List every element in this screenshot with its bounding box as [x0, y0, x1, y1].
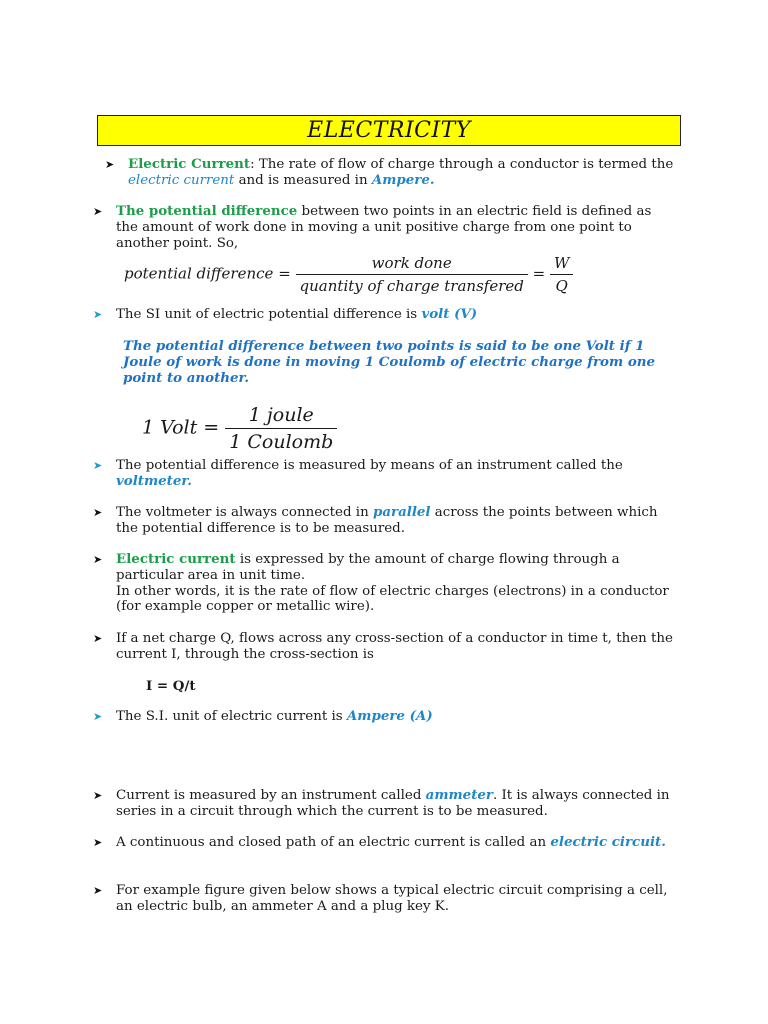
bullet-example-figure: [93, 883, 676, 915]
bullet-si-unit-current: [93, 708, 676, 725]
bullet-electric-current-expressed: [93, 551, 676, 615]
equation-potential-difference: [124, 254, 573, 295]
emphasis: electric circuit.: [550, 834, 666, 850]
arrow-bullet-icon: ➤: [105, 158, 115, 171]
denominator: quantity of charge transfered: [296, 274, 528, 295]
fraction: [296, 254, 528, 295]
emphasis: parallel: [372, 504, 431, 520]
text: and is measured in: [234, 172, 372, 188]
bullet-voltmeter-parallel: [93, 504, 676, 537]
arrow-bullet-icon: ➤: [93, 710, 103, 723]
term: The potential difference: [116, 203, 298, 219]
text: between two points in an electric field is defined as the amount of work done in moving a unit positive charge from one point to another point. So,: [116, 204, 652, 251]
arrow-bullet-icon: ➤: [93, 884, 103, 897]
numerator: work done: [371, 254, 452, 272]
term: Electric Current: [128, 156, 251, 172]
text: The S.I. unit of electric current is: [116, 709, 347, 724]
bullet-potential-difference: [93, 203, 676, 251]
arrow-bullet-icon: ➤: [93, 205, 103, 218]
text: A continuous and closed path of an electric current is called an: [116, 835, 551, 850]
bullet-voltmeter: [93, 458, 676, 490]
arrow-bullet-icon: ➤: [93, 459, 103, 472]
emphasis: volt (V): [421, 306, 478, 322]
text: is expressed by the amount of charge flowing through a particular area in unit time.: [116, 552, 620, 583]
text: The voltmeter is always connected in: [116, 505, 373, 520]
page-title: ELECTRICITY: [307, 118, 471, 143]
term: Electric current: [116, 551, 236, 567]
text: The potential difference is measured by means of an instrument called the: [116, 458, 623, 473]
text: For example figure given below shows a typical electric circuit comprising a cell, an electric bulb, an ammeter A and a plug key K.: [116, 883, 668, 914]
arrow-bullet-icon: ➤: [93, 506, 103, 519]
equation-volt: [142, 404, 337, 453]
emphasis: Ampere (A): [346, 708, 433, 724]
arrow-bullet-icon: ➤: [93, 789, 103, 802]
text: The SI unit of electric potential difference is: [116, 307, 422, 322]
bullet-ammeter: [93, 787, 676, 820]
bullet-electric-current-def: [105, 156, 678, 189]
eq-lhs: potential difference =: [124, 264, 291, 283]
emphasis: ammeter: [425, 787, 493, 803]
arrow-bullet-icon: ➤: [93, 553, 103, 566]
bullet-si-unit-pd: [93, 306, 676, 323]
fraction: [550, 254, 573, 295]
text: : The rate of flow of charge through a conductor is termed the: [250, 157, 674, 172]
text: . It is always connected in series in a circuit through which the current is to be measured.: [116, 788, 670, 819]
arrow-bullet-icon: ➤: [93, 836, 103, 849]
bullet-electric-circuit: [93, 834, 676, 851]
arrow-bullet-icon: ➤: [93, 632, 103, 645]
eq-lhs: 1 Volt =: [142, 416, 220, 439]
text: In other words, it is the rate of flow of electric charges (electrons) in a conductor (for example copper or metallic wire).: [116, 583, 669, 615]
bullet-net-charge: [93, 631, 676, 663]
emphasis: voltmeter.: [116, 472, 192, 489]
denominator: 1 Coulomb: [225, 428, 337, 453]
emphasis: Ampere.: [371, 171, 435, 188]
title-banner: [97, 115, 681, 146]
text: If a net charge Q, flows across any cross-section of a conductor in time t, then the current I, through the cross-section is: [116, 631, 673, 662]
current-formula: I = Q/t: [146, 678, 196, 694]
numerator: W: [554, 254, 570, 272]
fraction: [225, 404, 337, 453]
denominator: Q: [550, 274, 573, 295]
emphasis: electric current: [128, 172, 235, 188]
text: across the points between which the potential difference is to be measured.: [116, 505, 658, 536]
arrow-bullet-icon: ➤: [93, 308, 103, 321]
equals: =: [532, 264, 546, 283]
volt-definition: The potential difference between two points is said to be one Volt if 1 Joule of work is done in moving 1 Coulomb of electric charge from one point to another.: [123, 338, 656, 386]
numerator: 1 joule: [248, 404, 314, 426]
text: Current is measured by an instrument called: [116, 788, 426, 803]
